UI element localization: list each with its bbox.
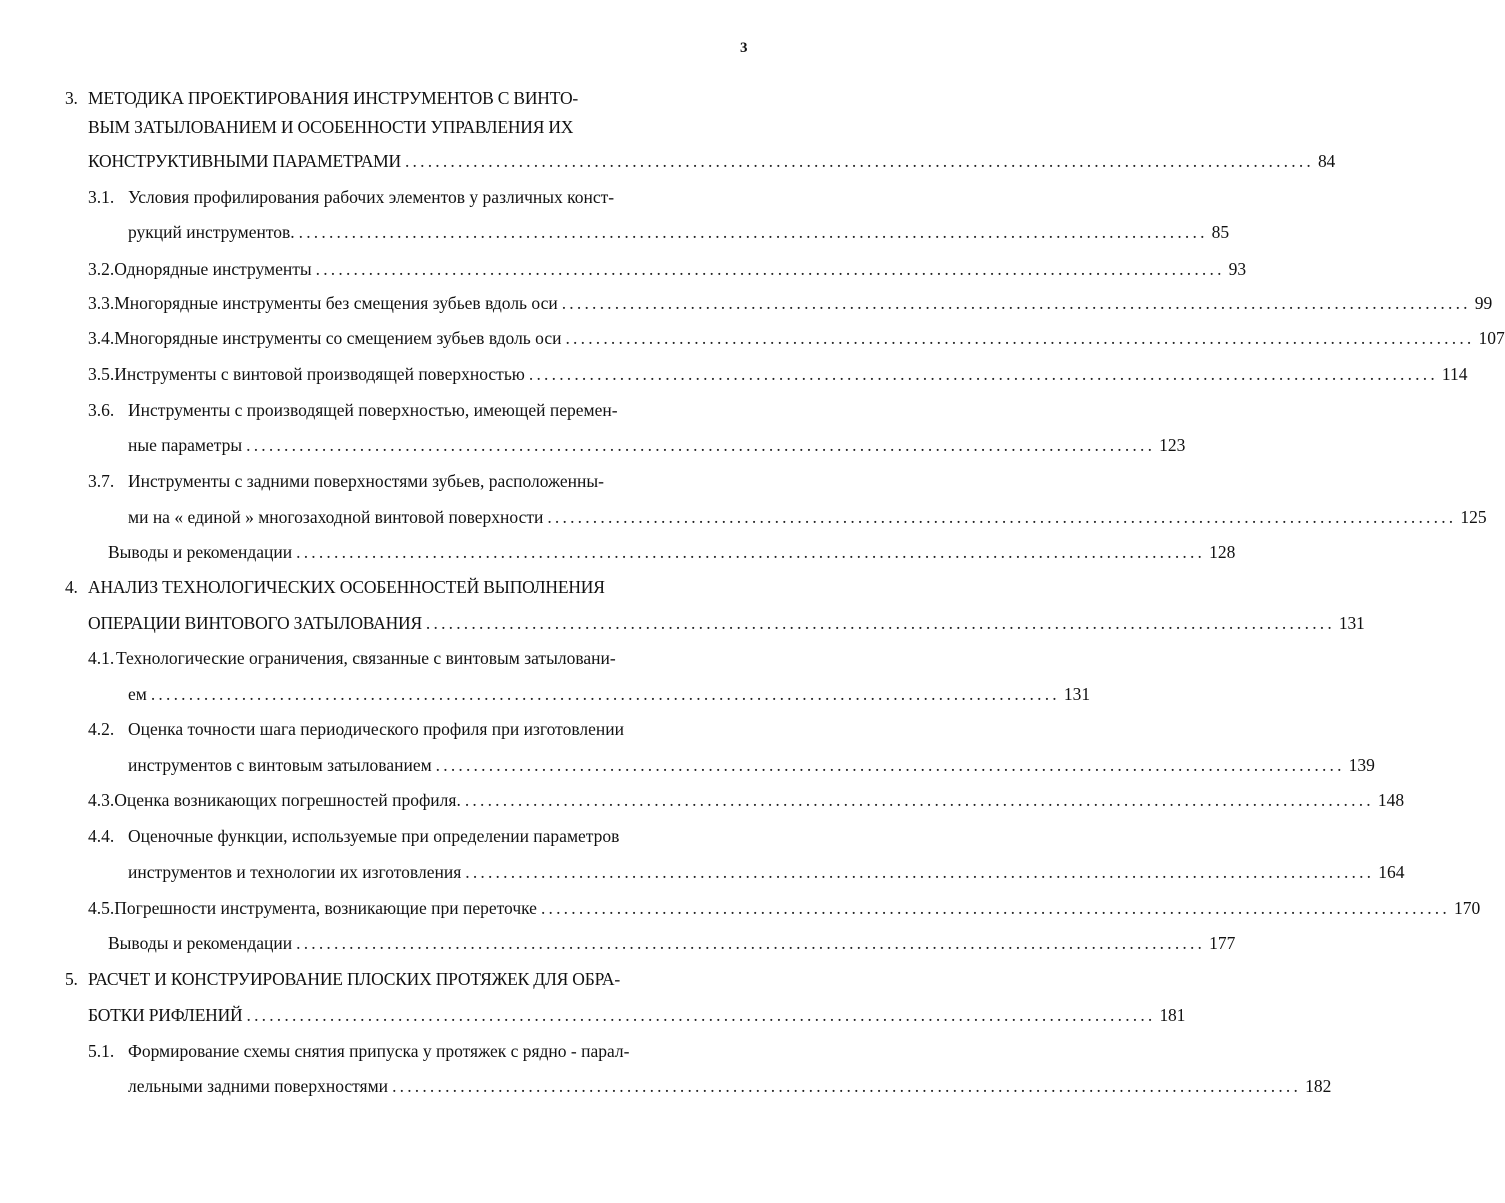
toc-entry-number: 3.1. <box>88 187 115 207</box>
toc-entry-title: ВЫМ ЗАТЫЛОВАНИЕМ И ОСОБЕННОСТИ УПРАВЛЕНИЯ ИХ <box>88 117 574 137</box>
toc-entry-page: 123 <box>1159 435 1186 455</box>
toc-entry-number: 3. <box>65 88 78 108</box>
dot-leader: ........................................................................................................................ <box>565 328 1475 348</box>
toc-entry <box>65 966 732 992</box>
toc-entry <box>65 85 732 111</box>
toc-entry-page: 85 <box>1211 222 1230 242</box>
toc-entry <box>128 1073 1332 1099</box>
toc-entry-page: 139 <box>1348 755 1375 775</box>
dot-leader: ........................................................................................................................ <box>298 222 1208 242</box>
toc-entry-page: 114 <box>1441 364 1468 384</box>
toc-entry-number: 4. <box>65 577 78 597</box>
dot-leader: ........................................................................................................................ <box>540 898 1450 918</box>
toc-entry <box>88 325 1505 351</box>
toc-entry-page: 148 <box>1377 790 1405 810</box>
dot-leader: ........................................................................................................................ <box>246 435 1156 455</box>
toc-entry-title: инструментов и технологии их изготовления <box>128 862 462 882</box>
toc-entry-title: ем <box>128 684 147 704</box>
toc-entry <box>88 290 1493 316</box>
dot-leader: ........................................................................................................................ <box>465 862 1375 882</box>
toc-entry-page: 125 <box>1460 507 1487 527</box>
toc-entry-title: Инструменты с задними поверхностями зубьев, расположенны- <box>128 471 604 491</box>
toc-entry-page: 131 <box>1338 613 1365 633</box>
toc-entry-number: 4.2. <box>88 719 115 739</box>
dot-leader: ........................................................................................................................ <box>528 364 1438 384</box>
toc-entry-title: МЕТОДИКА ПРОЕКТИРОВАНИЯ ИНСТРУМЕНТОВ С ВИНТО- <box>88 88 579 108</box>
toc-entry <box>88 645 732 671</box>
toc-entry-title: Многорядные инструменты со смещением зубьев вдоль оси <box>114 328 562 348</box>
toc-entry-title: ОПЕРАЦИИ ВИНТОВОГО ЗАТЫЛОВАНИЯ <box>88 613 422 633</box>
toc-entry-title: Инструменты с винтовой производящей поверхностью <box>114 364 525 384</box>
toc-entry-title: Формирование схемы снятия припуска у протяжек с рядно - парал- <box>128 1041 630 1061</box>
toc-entry-number: 3.7. <box>88 471 115 491</box>
toc-entry-page: 181 <box>1159 1005 1186 1025</box>
toc-entry-title: ные параметры <box>128 435 243 455</box>
dot-leader: ........................................................................................................................ <box>246 1005 1156 1025</box>
toc-entry <box>88 468 732 494</box>
toc-entry-number: 4.3. <box>88 790 115 810</box>
toc-entry <box>128 859 1405 885</box>
toc-entry-title: Оценка точности шага периодического профиля при изготовлении <box>128 719 624 739</box>
toc-entry <box>128 504 1487 530</box>
toc-entry <box>88 148 1336 174</box>
toc-entry <box>88 361 1468 387</box>
toc-entry <box>88 787 1405 813</box>
dot-leader: ........................................................................................................................ <box>547 507 1457 527</box>
toc-entry <box>88 716 732 742</box>
toc-entry <box>108 930 1236 956</box>
toc-entry-page: 107 <box>1478 328 1505 348</box>
toc-entry <box>88 895 1481 921</box>
dot-leader: ........................................................................................................................ <box>464 790 1374 810</box>
toc-entry-title: Однорядные инструменты <box>114 259 312 279</box>
toc-entry-title: лельными задними поверхностями <box>128 1076 389 1096</box>
toc-entry <box>88 1038 732 1064</box>
toc-entry-number: 4.5. <box>88 898 115 918</box>
toc-entry <box>88 823 732 849</box>
toc-entry <box>88 1002 1186 1028</box>
toc-entry-number: 4.1. <box>88 648 115 668</box>
dot-leader: ........................................................................................................................ <box>392 1076 1302 1096</box>
toc-entry-number: 3.2. <box>88 259 115 279</box>
toc-entry <box>88 256 1247 282</box>
toc-entry-title: Оценка возникающих погрешностей профиля. <box>114 790 461 810</box>
dot-leader: ........................................................................................................................ <box>404 151 1314 171</box>
toc-entry-title: Условия профилирования рабочих элементов у различных конст- <box>128 187 615 207</box>
toc-entry-page: 99 <box>1474 293 1493 313</box>
toc-entry-title: Инструменты с производящей поверхностью, имеющей перемен- <box>128 400 618 420</box>
toc-entry <box>108 539 1236 565</box>
toc-entry <box>65 574 732 600</box>
toc-entry-title: Выводы и рекомендации <box>108 542 293 562</box>
toc-entry <box>88 397 732 423</box>
toc-entry-title: БОТКИ РИФЛЕНИЙ <box>88 1005 243 1025</box>
toc-entry-title: Оценочные функции, используемые при определении параметров <box>128 826 620 846</box>
toc-entry-number: 3.3. <box>88 293 115 313</box>
toc-entry-number: 4.4. <box>88 826 115 846</box>
toc-entry-title: ми на « единой » многозаходной винтовой поверхности <box>128 507 544 527</box>
toc-entry-number: 3.5. <box>88 364 115 384</box>
toc-entry <box>128 681 1091 707</box>
dot-leader: ........................................................................................................................ <box>296 933 1206 953</box>
toc-entry-title: Многорядные инструменты без смещения зубьев вдоль оси <box>114 293 558 313</box>
toc-entry <box>128 219 1230 245</box>
toc-entry <box>88 114 732 140</box>
toc-entry-page: 93 <box>1228 259 1247 279</box>
toc-entry-page: 164 <box>1378 862 1405 882</box>
dot-leader: ........................................................................................................................ <box>561 293 1471 313</box>
dot-leader: ........................................................................................................................ <box>435 755 1345 775</box>
toc-entry-title: КОНСТРУКТИВНЫМИ ПАРАМЕТРАМИ <box>88 151 401 171</box>
toc-entry-title: АНАЛИЗ ТЕХНОЛОГИЧЕСКИХ ОСОБЕННОСТЕЙ ВЫПОЛНЕНИЯ <box>88 577 605 597</box>
toc-entry <box>88 610 1365 636</box>
toc-entry-number: 5. <box>65 969 78 989</box>
toc-entry-page: 128 <box>1209 542 1236 562</box>
toc-entry-number: 5.1. <box>88 1041 115 1061</box>
dot-leader: ........................................................................................................................ <box>425 613 1335 633</box>
toc-entry-title: Выводы и рекомендации <box>108 933 293 953</box>
toc-entry-title: Технологические ограничения, связанные с винтовым затыловани- <box>116 648 616 668</box>
toc-entry-title: РАСЧЕТ И КОНСТРУИРОВАНИЕ ПЛОСКИХ ПРОТЯЖЕК ДЛЯ ОБРА- <box>88 969 620 989</box>
dot-leader: ........................................................................................................................ <box>315 259 1225 279</box>
toc-entry-page: 84 <box>1317 151 1336 171</box>
toc-entry-title: рукций инструментов. <box>128 222 295 242</box>
page-number: 3 <box>740 40 748 56</box>
toc-entry-page: 170 <box>1453 898 1481 918</box>
toc-entry-page: 131 <box>1063 684 1091 704</box>
toc-entry-number: 3.6. <box>88 400 115 420</box>
toc-entry <box>88 184 732 210</box>
toc-entry <box>128 752 1375 778</box>
dot-leader: ........................................................................................................................ <box>296 542 1206 562</box>
toc-entry-title: инструментов с винтовым затылованием <box>128 755 432 775</box>
toc-entry-number: 3.4. <box>88 328 115 348</box>
toc-entry-page: 182 <box>1305 1076 1332 1096</box>
toc-entry <box>128 432 1186 458</box>
dot-leader: ........................................................................................................................ <box>150 684 1060 704</box>
toc-entry-title: Погрешности инструмента, возникающие при переточке <box>114 898 537 918</box>
toc-entry-page: 177 <box>1209 933 1236 953</box>
